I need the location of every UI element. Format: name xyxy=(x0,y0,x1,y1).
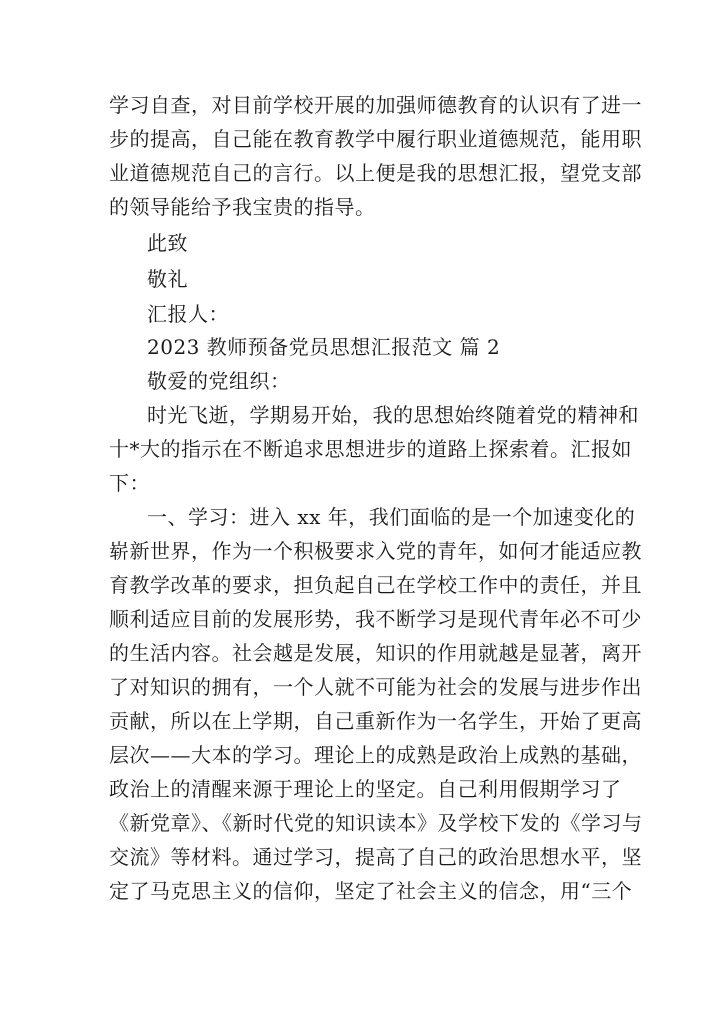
paragraph-line: 十*大的指示在不断追求思想进步的道路上探索着。汇报如 xyxy=(109,437,632,461)
salute-text: 敬礼 xyxy=(147,267,188,291)
paragraph-line: 下： xyxy=(109,471,150,495)
paragraph-line: 了对知识的拥有，一个人就不可能为社会的发展与进步作出 xyxy=(109,675,642,699)
paragraph-line: 定了马克思主义的信仰，坚定了社会主义的信念，用“三个 xyxy=(109,879,633,903)
paragraph-line: 层次——大本的学习。理论上的成熟是政治上成熟的基础， xyxy=(109,743,642,767)
paragraph-line: 业道德规范自己的言行。以上便是我的思想汇报，望党支部 xyxy=(109,161,642,185)
paragraph-line: 贡献，所以在上学期，自己重新作为一名学生，开始了更高 xyxy=(109,709,642,733)
paragraph-line: 《新党章》、《新时代党的知识读本》及学校下发的《学习与 xyxy=(109,811,643,835)
paragraph-line: 交流》等材料。通过学习，提高了自己的政治思想水平，坚 xyxy=(109,845,642,869)
paragraph-line: 时光飞逝，学期易开始，我的思想始终随着党的精神和 xyxy=(147,403,639,427)
greeting-text: 敬爱的党组织： xyxy=(147,369,291,393)
section-title: 2023 教师预备党员思想汇报范文 篇 2 xyxy=(147,335,501,359)
paragraph-line: 的领导能给予我宝贵的指导。 xyxy=(109,195,376,219)
reporter-label: 汇报人： xyxy=(147,302,229,326)
paragraph-line: 崭新世界，作为一个积极要求入党的青年，如何才能适应教 xyxy=(109,539,642,563)
paragraph-line: 育教学改革的要求，担负起自己在学校工作中的责任，并且 xyxy=(109,573,642,597)
closing-text: 此致 xyxy=(147,231,188,255)
paragraph-line: 一、学习：进入 xx 年，我们面临的是一个加速变化的 xyxy=(147,505,636,529)
paragraph-line: 政治上的清醒来源于理论上的坚定。自己利用假期学习了 xyxy=(109,777,622,801)
paragraph-line: 的生活内容。社会越是发展，知识的作用就越是显著，离开 xyxy=(109,641,642,665)
paragraph-line: 学习自查，对目前学校开展的加强师德教育的认识有了进一 xyxy=(109,93,642,117)
paragraph-line: 步的提高，自己能在教育教学中履行职业道德规范，能用职 xyxy=(109,127,642,151)
paragraph-line: 顺利适应目前的发展形势，我不断学习是现代青年必不可少 xyxy=(109,607,642,631)
